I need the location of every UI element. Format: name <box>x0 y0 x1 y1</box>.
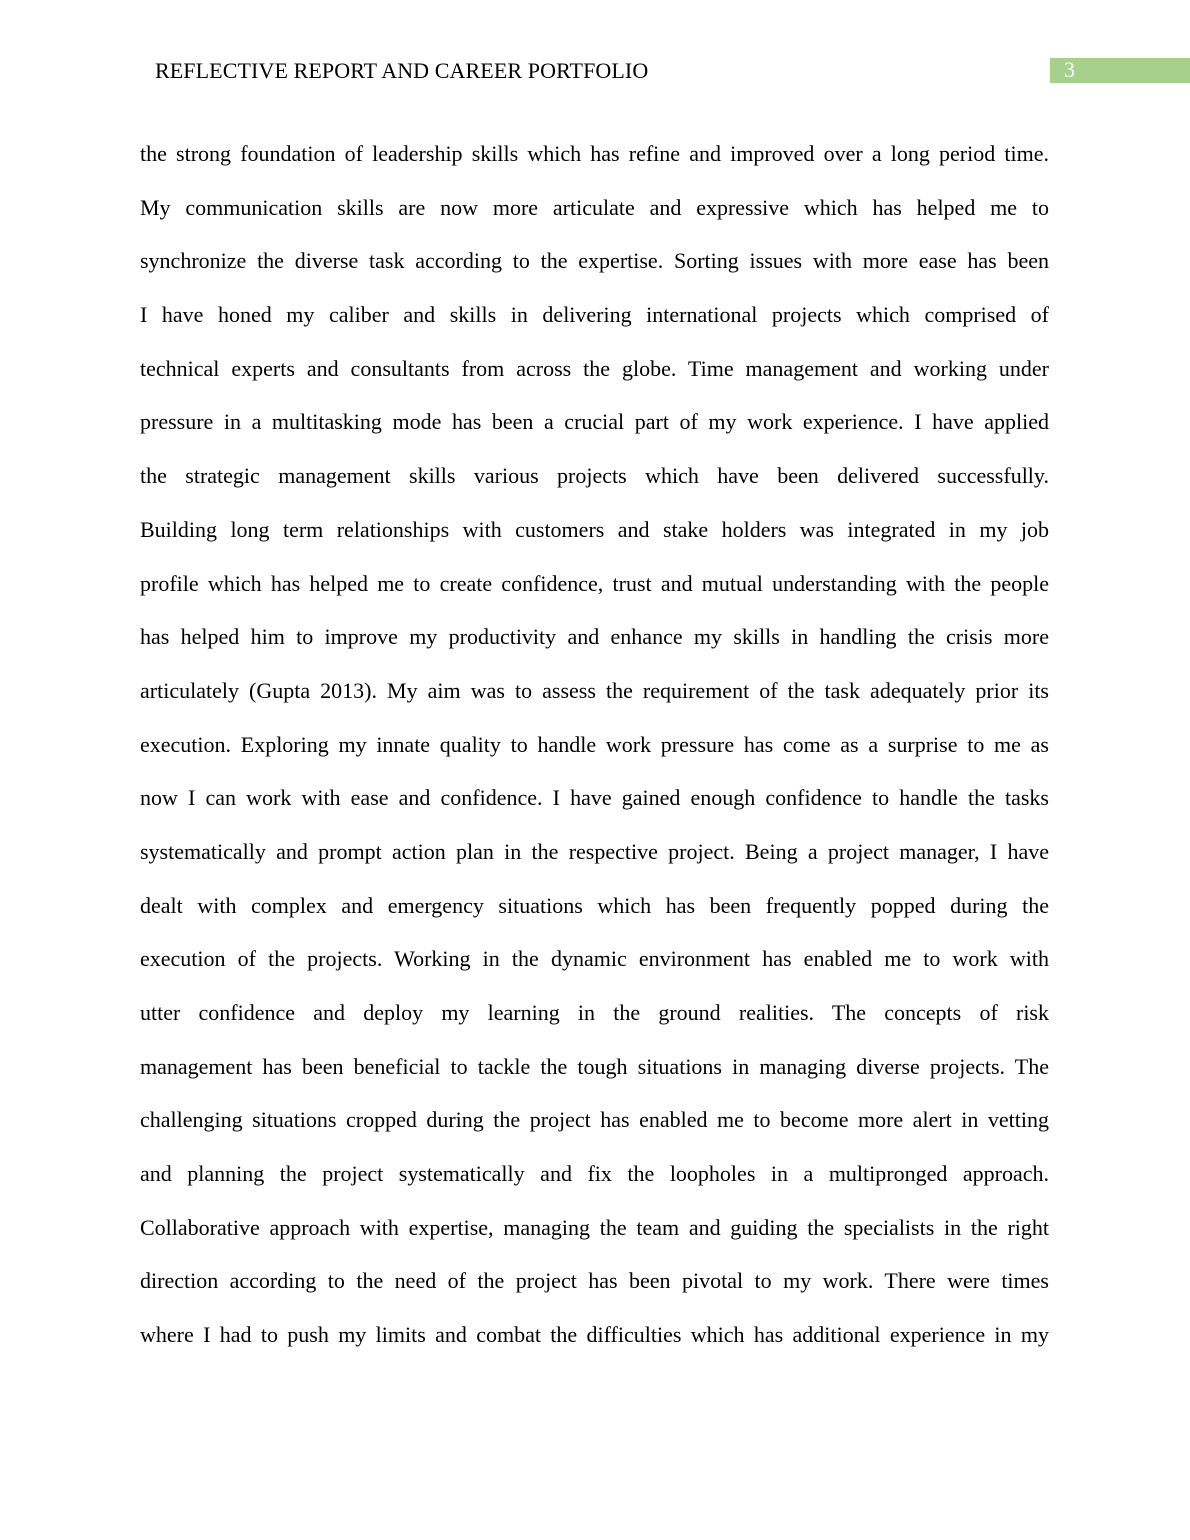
text-line: now I can work with ease and confidence. I have gained enough confidence to handle the tasks <box>140 785 1049 811</box>
body-paragraph <box>140 127 1049 1362</box>
text-line: and planning the project systematically and fix the loopholes in a multipronged approach. <box>140 1161 1049 1187</box>
text-line: has helped him to improve my productivity and enhance my skills in handling the crisis more <box>140 624 1049 650</box>
text-line: management has been beneficial to tackle the tough situations in managing diverse projects. The <box>140 1053 1049 1079</box>
text-line: profile which has helped me to create confidence, trust and mutual understanding with the people <box>140 570 1049 596</box>
text-line: Building long term relationships with customers and stake holders was integrated in my job <box>140 516 1049 542</box>
text-line: the strategic management skills various projects which have been delivered successfully. <box>140 463 1049 489</box>
text-line: pressure in a multitasking mode has been a crucial part of my work experience. I have applied <box>140 409 1049 435</box>
text-line: I have honed my caliber and skills in delivering international projects which comprised of <box>140 302 1049 328</box>
running-head: REFLECTIVE REPORT AND CAREER PORTFOLIO <box>155 58 649 83</box>
text-line: systematically and prompt action plan in the respective project. Being a project manager, I have <box>140 838 1049 864</box>
text-line: My communication skills are now more articulate and expressive which has helped me to <box>140 194 1049 220</box>
text-line: utter confidence and deploy my learning in the ground realities. The concepts of risk <box>140 1000 1049 1025</box>
text-line: execution of the projects. Working in the dynamic environment has enabled me to work with <box>140 946 1049 972</box>
page-number: 3 <box>1064 57 1075 82</box>
text-line: execution. Exploring my innate quality to handle work pressure has come as a surprise to me as <box>140 731 1049 757</box>
text-line: the strong foundation of leadership skills which has refine and improved over a long period time. <box>140 141 1049 166</box>
text-line: articulately (Gupta 2013). My aim was to assess the requirement of the task adequately prior its <box>140 677 1049 703</box>
text-line: where I had to push my limits and combat the difficulties which has additional experience in my <box>140 1322 1049 1348</box>
text-line: direction according to the need of the project has been pivotal to my work. There were times <box>140 1268 1049 1294</box>
text-line: Collaborative approach with expertise, managing the team and guiding the specialists in the right <box>140 1214 1049 1240</box>
text-line: dealt with complex and emergency situations which has been frequently popped during the <box>140 892 1049 918</box>
text-line: technical experts and consultants from across the globe. Time management and working under <box>140 355 1049 381</box>
page-number-box <box>1050 58 1190 83</box>
text-line: challenging situations cropped during the project has enabled me to become more alert in vetting <box>140 1107 1049 1133</box>
text-line: synchronize the diverse task according to the expertise. Sorting issues with more ease has been <box>140 248 1049 274</box>
